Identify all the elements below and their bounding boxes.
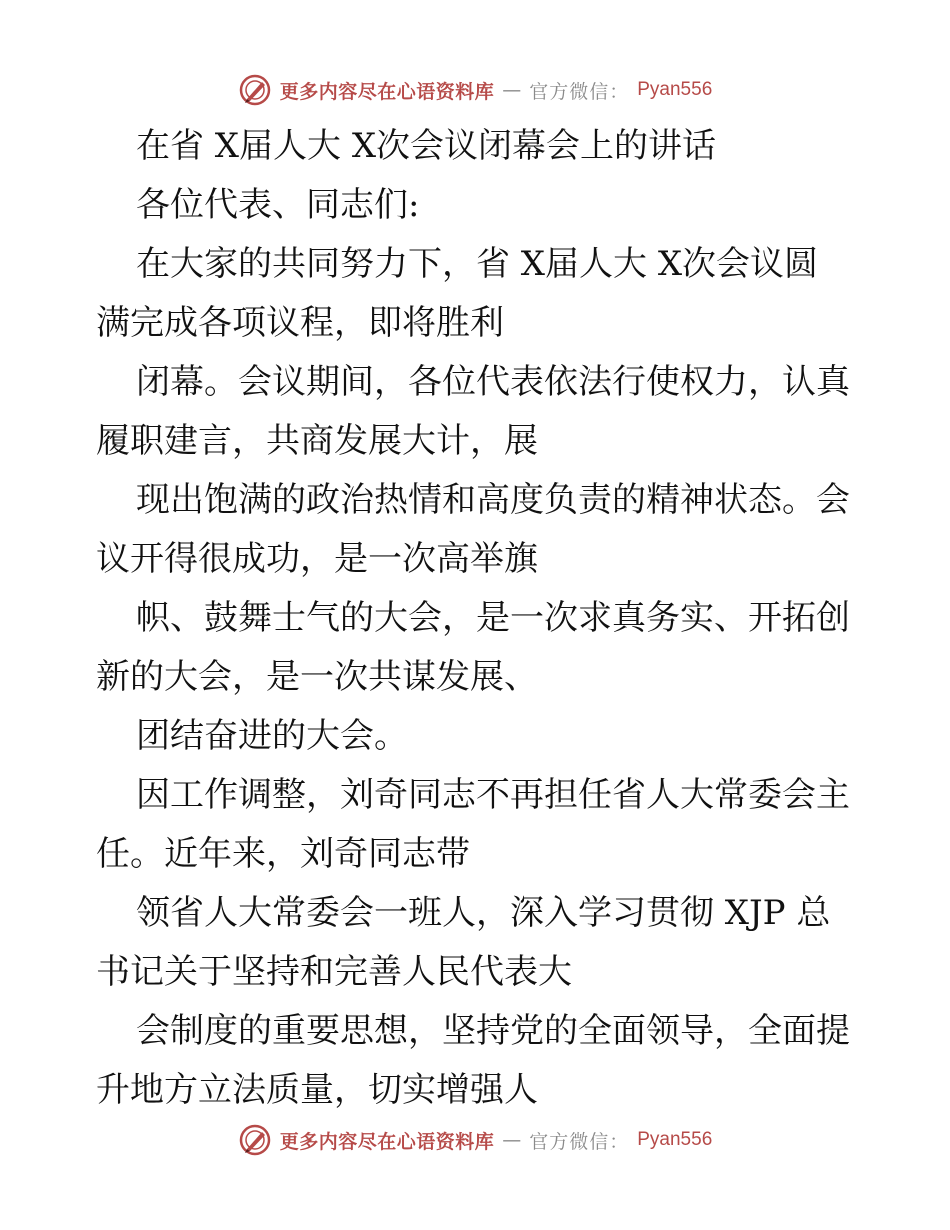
- body-line: 团结奋进的大会。: [136, 716, 408, 756]
- pen-logo-icon: [238, 1123, 272, 1157]
- body-line: 闭幕。会议期间，各位代表依法行使权力，认真: [136, 362, 850, 402]
- watermark-main-text: 更多内容尽在心语资料库: [279, 80, 495, 103]
- salutation: 各位代表、同志们:: [136, 185, 420, 225]
- watermark-separator: —: [502, 79, 522, 101]
- body-line: 现出饱满的政治热情和高度负责的精神状态。会: [136, 480, 850, 520]
- watermark-separator: —: [502, 1129, 522, 1151]
- watermark-label: 官方微信：: [529, 1130, 630, 1153]
- body-line: 履职建言，共商发展大计，展: [96, 421, 538, 461]
- body-line: 升地方立法质量，切实增强人: [96, 1070, 538, 1110]
- watermark-wechat-id: Pyan556: [637, 79, 713, 100]
- document-title: 在省 X届人大 X次会议闭幕会上的讲话: [136, 126, 717, 166]
- watermark-main-text: 更多内容尽在心语资料库: [279, 1130, 495, 1153]
- body-line: 新的大会，是一次共谋发展、: [96, 657, 538, 697]
- body-line: 议开得很成功，是一次高举旗: [96, 539, 538, 579]
- body-line: 会制度的重要思想，坚持党的全面领导，全面提: [136, 1011, 850, 1051]
- watermark-wechat-id: Pyan556: [637, 1129, 713, 1150]
- watermark-label: 官方微信：: [529, 80, 630, 103]
- body-line: 帜、鼓舞士气的大会，是一次求真务实、开拓创: [136, 598, 850, 638]
- watermark-header: [0, 70, 950, 110]
- body-line: 在大家的共同努力下，省 X届人大 X次会议圆: [136, 244, 819, 284]
- body-line: 书记关于坚持和完善人民代表大: [96, 952, 572, 992]
- watermark-footer: [0, 1120, 950, 1160]
- pen-logo-icon: [238, 73, 272, 107]
- body-line: 满完成各项议程，即将胜利: [96, 303, 504, 343]
- body-line: 因工作调整，刘奇同志不再担任省人大常委会主: [136, 775, 850, 815]
- body-line: 领省人大常委会一班人，深入学习贯彻 XJP 总: [136, 893, 831, 933]
- body-line: 任。近年来，刘奇同志带: [96, 834, 470, 874]
- document-body: [96, 117, 858, 1120]
